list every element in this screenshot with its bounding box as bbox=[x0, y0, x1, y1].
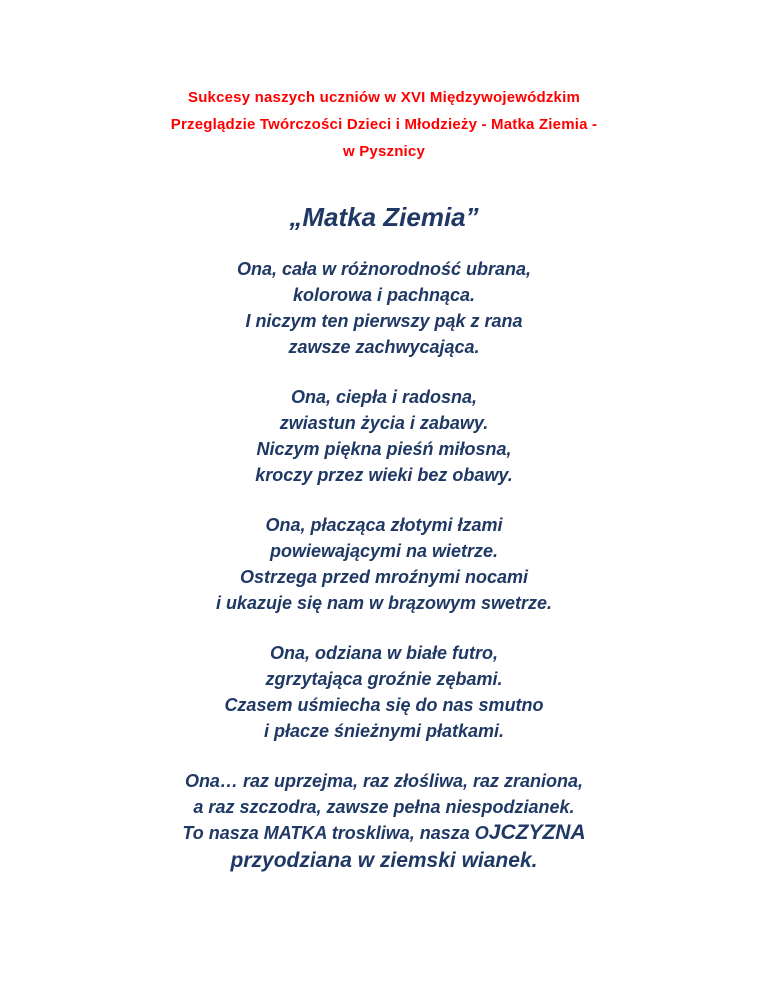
poem-line: i ukazuje się nam w brązowym swetrze. bbox=[215, 593, 553, 613]
stanza-4 bbox=[0, 640, 768, 744]
poem-line: Ona, odziana w białe futro, bbox=[269, 643, 499, 663]
heading-line-3: w Pysznicy bbox=[342, 143, 426, 160]
poem-line: I niczym ten pierwszy pąk z rana bbox=[245, 311, 523, 331]
poem-line: Ona, ciepła i radosna, bbox=[290, 387, 478, 407]
stanza-3 bbox=[0, 512, 768, 616]
poem-line: i płacze śnieżnymi płatkami. bbox=[263, 721, 505, 741]
poem-line: Czasem uśmiecha się do nas smutno bbox=[224, 695, 544, 715]
poem-line: powiewającymi na wietrze. bbox=[269, 541, 499, 561]
stanza-1 bbox=[0, 256, 768, 360]
poem-line: Ostrzega przed mroźnymi nocami bbox=[239, 567, 529, 587]
poem-line bbox=[0, 820, 768, 846]
poem-line: zwiastun życia i zabawy. bbox=[279, 413, 489, 433]
poem-line: zawsze zachwycająca. bbox=[288, 337, 480, 357]
stanza-5 bbox=[0, 768, 768, 876]
poem-line: Niczym piękna pieśń miłosna, bbox=[256, 439, 512, 459]
poem-title: „Matka Ziemia” bbox=[289, 202, 479, 232]
stanza-2 bbox=[0, 384, 768, 488]
poem-line: a raz szczodra, zawsze pełna niespodzianek. bbox=[193, 797, 575, 817]
poem-line-emphasis: JCZYZNA bbox=[488, 821, 586, 844]
poem-line: kolorowa i pachnąca. bbox=[292, 285, 476, 305]
poem-line: Ona, płacząca złotymi łzami bbox=[265, 515, 503, 535]
poem-line-part: To nasza MATKA troskliwa, nasza O bbox=[182, 823, 489, 843]
poem-line: Ona, cała w różnorodność ubrana, bbox=[236, 259, 532, 279]
poem-final-line: przyodziana w ziemski wianek. bbox=[230, 849, 538, 872]
heading-line-1: Sukcesy naszych uczniów w XVI Międzywojewódzkim bbox=[187, 89, 580, 106]
poem-line: Ona… raz uprzejma, raz złośliwa, raz zraniona, bbox=[184, 771, 584, 791]
page-heading bbox=[0, 84, 768, 165]
poem-line: zgrzytająca groźnie zębami. bbox=[265, 669, 503, 689]
poem-line: kroczy przez wieki bez obawy. bbox=[255, 465, 513, 485]
poem-body bbox=[0, 256, 768, 900]
heading-line-2: Przeglądzie Twórczości Dzieci i Młodzieży - Matka Ziemia - bbox=[170, 116, 598, 133]
